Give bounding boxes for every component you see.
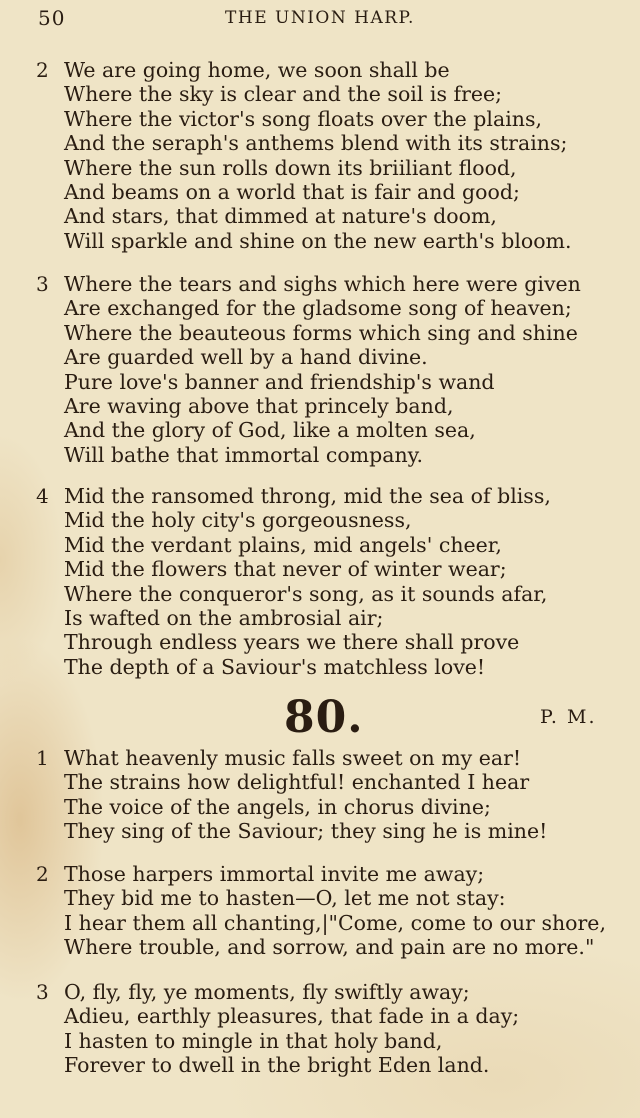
verse-line: Where the conqueror's song, as it sounds afar,: [64, 581, 548, 606]
verse-line: The depth of a Saviour's matchless love!: [64, 654, 486, 679]
stanza-number: 2: [36, 862, 49, 886]
verse-line: And beams on a world that is fair and good;: [64, 180, 520, 205]
verse-line: We are going home, we soon shall be: [64, 58, 450, 82]
verse-line: Mid the ransomed throng, mid the sea of bliss,: [64, 484, 551, 508]
verse-line: Where the sky is clear and the soil is free;: [64, 82, 503, 107]
verse-line: I hasten to mingle in that holy band,: [64, 1028, 443, 1053]
verse-line: Where the beauteous forms which sing and shine: [64, 320, 578, 345]
verse-line: I hear them all chanting,|"Come, come to our shore,: [64, 910, 606, 935]
verse-line: Where the sun rolls down its briiliant flood,: [64, 155, 517, 180]
verse-line: And the glory of God, like a molten sea,: [64, 418, 476, 443]
verse-line: Those harpers immortal invite me away;: [64, 862, 485, 886]
page-number: 50: [38, 6, 66, 30]
verse-line: Where trouble, and sorrow, and pain are no more.": [64, 935, 595, 960]
hymn-number: 80.: [284, 692, 364, 743]
verse-line: Where the tears and sighs which here were given: [64, 272, 581, 296]
verse-line: Will bathe that immortal company.: [64, 442, 424, 467]
verse-line: Forever to dwell in the bright Eden land.: [64, 1053, 490, 1078]
verse-line: And the seraph's anthems blend with its strains;: [64, 131, 568, 156]
running-head: THE UNION HARP.: [225, 8, 415, 28]
verse-line: Mid the verdant plains, mid angels' cheer,: [64, 532, 502, 557]
verse-line: Where the victor's song floats over the plains,: [64, 106, 542, 131]
verse-line: Pure love's banner and friendship's wand: [64, 369, 495, 394]
stanza-number: 2: [36, 58, 49, 82]
stanza-number: 4: [36, 484, 49, 508]
verse-line: Are waving above that princely band,: [64, 394, 454, 419]
verse-line: The voice of the angels, in chorus divine;: [64, 794, 491, 819]
verse-line: Through endless years we there shall prove: [64, 630, 520, 655]
verse-line: Is wafted on the ambrosial air;: [64, 606, 384, 631]
stanza-number: 3: [36, 980, 49, 1004]
verse-line: Are exchanged for the gladsome song of heaven;: [64, 296, 572, 321]
verse-line: And stars, that dimmed at nature's doom,: [64, 204, 497, 229]
verse-line: Mid the flowers that never of winter wear;: [64, 557, 507, 582]
verse-line: The strains how delightful! enchanted I hear: [64, 770, 530, 795]
verse-line: O, fly, fly, ye moments, fly swiftly away;: [64, 980, 470, 1004]
verse-line: What heavenly music falls sweet on my ear!: [64, 746, 522, 770]
stanza-number: 3: [36, 272, 49, 296]
verse-line: Are guarded well by a hand divine.: [64, 345, 428, 370]
hymn-meter: P. M.: [540, 706, 597, 728]
stanza-number: 1: [36, 746, 49, 770]
verse-line: They sing of the Saviour; they sing he is mine!: [64, 819, 548, 844]
verse-line: Mid the holy city's gorgeousness,: [64, 508, 412, 533]
verse-line: Adieu, earthly pleasures, that fade in a day;: [64, 1004, 520, 1029]
verse-line: Will sparkle and shine on the new earth's bloom.: [64, 228, 572, 253]
verse-line: They bid me to hasten—O, let me not stay:: [64, 886, 506, 911]
